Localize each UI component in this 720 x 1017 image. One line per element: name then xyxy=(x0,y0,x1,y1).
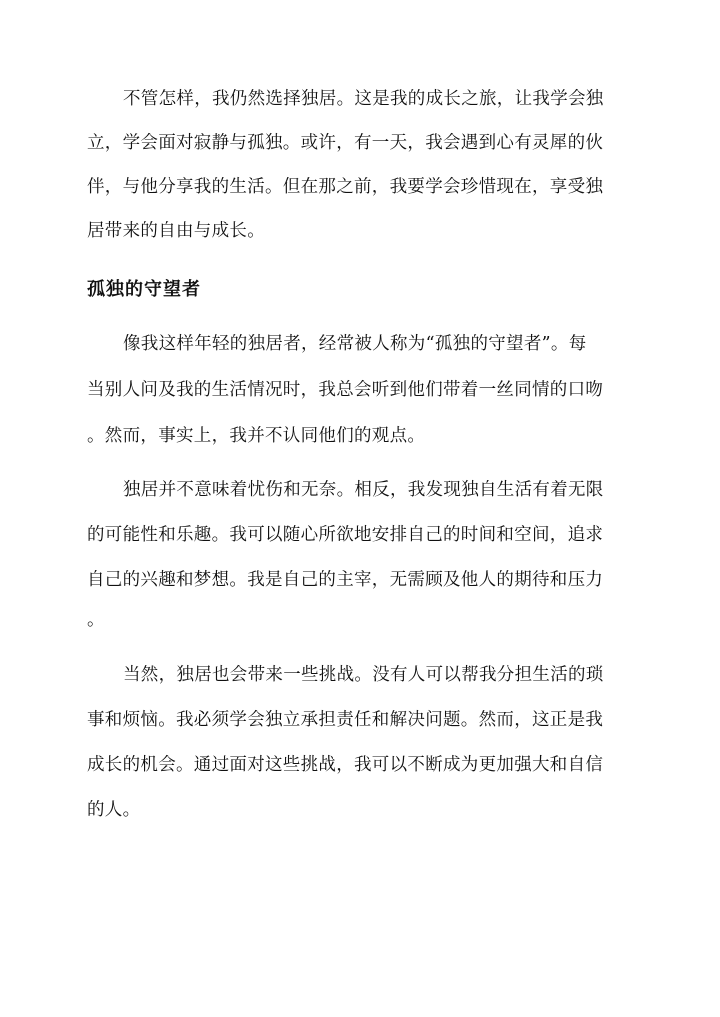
paragraph-4-line-4: 的人。 xyxy=(87,800,141,820)
paragraph-1-line-2: 立，学会面对寂静与孤独。或许，有一天，我会遇到心有灵犀的伙 xyxy=(87,133,604,153)
paragraph-4-line-1: 当然，独居也会带来一些挑战。没有人可以帮我分担生活的琐 xyxy=(123,665,604,685)
paragraph-3-line-3: 自己的兴趣和梦想。我是自己的主宰，无需顾及他人的期待和压力 xyxy=(87,570,604,590)
section-heading: 孤独的守望者 xyxy=(87,279,201,300)
paragraph-3-line-1: 独居并不意味着忧伤和无奈。相反，我发现独自生活有着无限 xyxy=(123,480,604,500)
paragraph-4-line-3: 成长的机会。通过面对这些挑战，我可以不断成为更加强大和自信 xyxy=(87,755,604,775)
paragraph-3-line-4: 。 xyxy=(87,610,105,630)
paragraph-1-line-4: 居带来的自由与成长。 xyxy=(87,221,265,241)
paragraph-2-line-1: 像我这样年轻的独居者，经常被人称为“孤独的守望者”。每 xyxy=(123,334,587,354)
paragraph-3-line-2: 的可能性和乐趣。我可以随心所欲地安排自己的时间和空间，追求 xyxy=(87,525,604,545)
paragraph-1-line-1: 不管怎样，我仍然选择独居。这是我的成长之旅，让我学会独 xyxy=(123,89,604,109)
paragraph-1-line-3: 伴，与他分享我的生活。但在那之前，我要学会珍惜现在，享受独 xyxy=(87,177,604,197)
paragraph-4-line-2: 事和烦恼。我必须学会独立承担责任和解决问题。然而，这正是我 xyxy=(87,710,604,730)
paragraph-2-line-2: 当别人问及我的生活情况时，我总会听到他们带着一丝同情的口吻 xyxy=(87,380,604,400)
paragraph-2-line-3: 。然而，事实上，我并不认同他们的观点。 xyxy=(87,426,426,446)
